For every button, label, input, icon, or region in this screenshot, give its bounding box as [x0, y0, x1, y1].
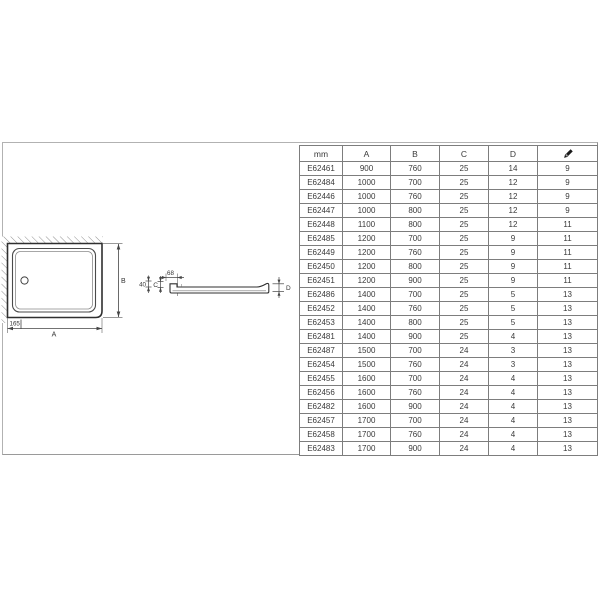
cell-ref: E62456	[300, 386, 343, 400]
cell-ref: E62451	[300, 274, 343, 288]
cell-ref: E62484	[300, 176, 343, 190]
cell-weight: 9	[538, 162, 598, 176]
table-row	[300, 428, 598, 442]
cell-weight: 9	[538, 204, 598, 218]
table-row	[300, 330, 598, 344]
cell-c: 25	[440, 162, 489, 176]
cell-d: 9	[489, 260, 538, 274]
cell-c: 25	[440, 204, 489, 218]
cell-ref: E62481	[300, 330, 343, 344]
cell-a: 1000	[343, 176, 391, 190]
cell-weight: 13	[538, 288, 598, 302]
cell-a: 1200	[343, 260, 391, 274]
cell-weight: 13	[538, 316, 598, 330]
cell-weight: 13	[538, 386, 598, 400]
cell-weight: 13	[538, 330, 598, 344]
cell-ref: E62452	[300, 302, 343, 316]
header-mm: mm	[300, 146, 343, 162]
cell-weight: 13	[538, 414, 598, 428]
cell-b: 760	[391, 358, 440, 372]
cell-a: 1600	[343, 400, 391, 414]
cell-c: 24	[440, 414, 489, 428]
table-row	[300, 344, 598, 358]
table-row	[300, 246, 598, 260]
cell-b: 760	[391, 190, 440, 204]
cell-c: 25	[440, 218, 489, 232]
cell-b: 900	[391, 274, 440, 288]
table-row	[300, 176, 598, 190]
cell-ref: E62482	[300, 400, 343, 414]
cell-ref: E62450	[300, 260, 343, 274]
table-row	[300, 316, 598, 330]
table-row	[300, 442, 598, 456]
total-height-label: 40	[139, 281, 146, 289]
cell-d: 5	[489, 316, 538, 330]
drain-circle	[21, 277, 28, 284]
cell-c: 24	[440, 386, 489, 400]
cell-b: 700	[391, 288, 440, 302]
dimension-40	[146, 276, 152, 294]
cell-ref: E62461	[300, 162, 343, 176]
table-row	[300, 358, 598, 372]
cell-ref: E62454	[300, 358, 343, 372]
cell-weight: 13	[538, 400, 598, 414]
rim-width-label: 68	[167, 270, 174, 277]
header-b: B	[391, 146, 440, 162]
cell-d: 12	[489, 176, 538, 190]
cell-d: 5	[489, 302, 538, 316]
cell-weight: 11	[538, 260, 598, 274]
profile-cross-section	[170, 283, 269, 293]
cell-b: 900	[391, 330, 440, 344]
cell-a: 1400	[343, 302, 391, 316]
cell-d: 9	[489, 274, 538, 288]
cell-c: 24	[440, 442, 489, 456]
cell-a: 1400	[343, 330, 391, 344]
spec-table	[299, 145, 598, 456]
table-row	[300, 372, 598, 386]
cell-a: 1200	[343, 274, 391, 288]
cell-weight: 11	[538, 218, 598, 232]
table-row	[300, 288, 598, 302]
table-row	[300, 162, 598, 176]
cell-weight: 9	[538, 176, 598, 190]
cell-b: 800	[391, 218, 440, 232]
table-row	[300, 386, 598, 400]
cell-c: 25	[440, 330, 489, 344]
header-row	[300, 146, 598, 162]
cell-d: 12	[489, 190, 538, 204]
cell-ref: E62448	[300, 218, 343, 232]
table-row	[300, 414, 598, 428]
header-weight	[538, 146, 598, 162]
header-c: C	[440, 146, 489, 162]
cell-a: 1500	[343, 344, 391, 358]
cell-c: 25	[440, 302, 489, 316]
table-row	[300, 190, 598, 204]
cell-a: 1100	[343, 218, 391, 232]
cell-b: 700	[391, 344, 440, 358]
cell-a: 1700	[343, 442, 391, 456]
cell-a: 1600	[343, 372, 391, 386]
cell-ref: E62449	[300, 246, 343, 260]
cell-a: 1000	[343, 190, 391, 204]
cell-d: 4	[489, 386, 538, 400]
cell-d: 9	[489, 232, 538, 246]
cell-c: 25	[440, 288, 489, 302]
cell-c: 25	[440, 176, 489, 190]
cell-b: 760	[391, 162, 440, 176]
cell-a: 1500	[343, 358, 391, 372]
cell-b: 760	[391, 386, 440, 400]
cell-c: 25	[440, 190, 489, 204]
cell-c: 24	[440, 372, 489, 386]
cell-c: 25	[440, 274, 489, 288]
cell-d: 5	[489, 288, 538, 302]
table-row	[300, 302, 598, 316]
cell-weight: 9	[538, 190, 598, 204]
cell-d: 3	[489, 344, 538, 358]
cell-ref: E62486	[300, 288, 343, 302]
dimension-b-label: B	[121, 278, 126, 285]
table-row	[300, 400, 598, 414]
cell-ref: E62453	[300, 316, 343, 330]
cell-a: 1400	[343, 288, 391, 302]
cell-b: 700	[391, 176, 440, 190]
dimension-d-label: D	[286, 285, 291, 292]
cell-b: 900	[391, 400, 440, 414]
cell-b: 760	[391, 246, 440, 260]
cell-d: 4	[489, 330, 538, 344]
dimension-b	[103, 244, 123, 318]
cell-ref: E62485	[300, 232, 343, 246]
drain-offset-label: 165	[9, 320, 20, 328]
dimension-d	[273, 277, 285, 298]
dimension-c-label: C	[153, 282, 158, 289]
cell-weight: 13	[538, 428, 598, 442]
dimension-a-label: A	[51, 331, 57, 339]
cell-c: 24	[440, 400, 489, 414]
cell-ref: E62483	[300, 442, 343, 456]
cell-d: 3	[489, 358, 538, 372]
cell-d: 12	[489, 218, 538, 232]
cell-weight: 13	[538, 344, 598, 358]
cell-b: 800	[391, 204, 440, 218]
table-row	[300, 232, 598, 246]
cell-b: 700	[391, 414, 440, 428]
cell-a: 1200	[343, 246, 391, 260]
cell-ref: E62447	[300, 204, 343, 218]
cell-a: 1000	[343, 204, 391, 218]
cell-b: 800	[391, 316, 440, 330]
cell-c: 24	[440, 344, 489, 358]
cell-a: 1700	[343, 414, 391, 428]
cell-b: 800	[391, 260, 440, 274]
cell-d: 4	[489, 414, 538, 428]
cell-c: 25	[440, 232, 489, 246]
cell-b: 700	[391, 372, 440, 386]
cell-c: 25	[440, 316, 489, 330]
cell-d: 14	[489, 162, 538, 176]
cell-a: 1600	[343, 386, 391, 400]
cell-weight: 13	[538, 442, 598, 456]
cell-ref: E62446	[300, 190, 343, 204]
cell-d: 4	[489, 400, 538, 414]
spec-table-header	[300, 146, 598, 162]
header-a: A	[343, 146, 391, 162]
table-row	[300, 204, 598, 218]
table-row	[300, 218, 598, 232]
technical-drawing	[0, 142, 298, 455]
table-row	[300, 260, 598, 274]
cell-d: 9	[489, 246, 538, 260]
cell-b: 900	[391, 442, 440, 456]
cell-weight: 13	[538, 302, 598, 316]
cell-ref: E62457	[300, 414, 343, 428]
cell-ref: E62487	[300, 344, 343, 358]
cell-ref: E62455	[300, 372, 343, 386]
pencil-icon	[562, 148, 574, 160]
cell-a: 1700	[343, 428, 391, 442]
cell-c: 25	[440, 246, 489, 260]
cell-b: 760	[391, 428, 440, 442]
cell-d: 4	[489, 372, 538, 386]
cell-weight: 11	[538, 246, 598, 260]
cell-ref: E62458	[300, 428, 343, 442]
cell-d: 4	[489, 442, 538, 456]
cell-d: 4	[489, 428, 538, 442]
cell-d: 12	[489, 204, 538, 218]
cell-a: 1400	[343, 316, 391, 330]
cell-b: 700	[391, 232, 440, 246]
table-row	[300, 274, 598, 288]
cell-weight: 11	[538, 274, 598, 288]
cell-c: 25	[440, 260, 489, 274]
cell-a: 900	[343, 162, 391, 176]
cell-weight: 11	[538, 232, 598, 246]
header-d: D	[489, 146, 538, 162]
cell-b: 760	[391, 302, 440, 316]
cell-c: 24	[440, 358, 489, 372]
cell-weight: 13	[538, 358, 598, 372]
cell-c: 24	[440, 428, 489, 442]
table-body	[300, 162, 598, 456]
cell-a: 1200	[343, 232, 391, 246]
cell-weight: 13	[538, 372, 598, 386]
